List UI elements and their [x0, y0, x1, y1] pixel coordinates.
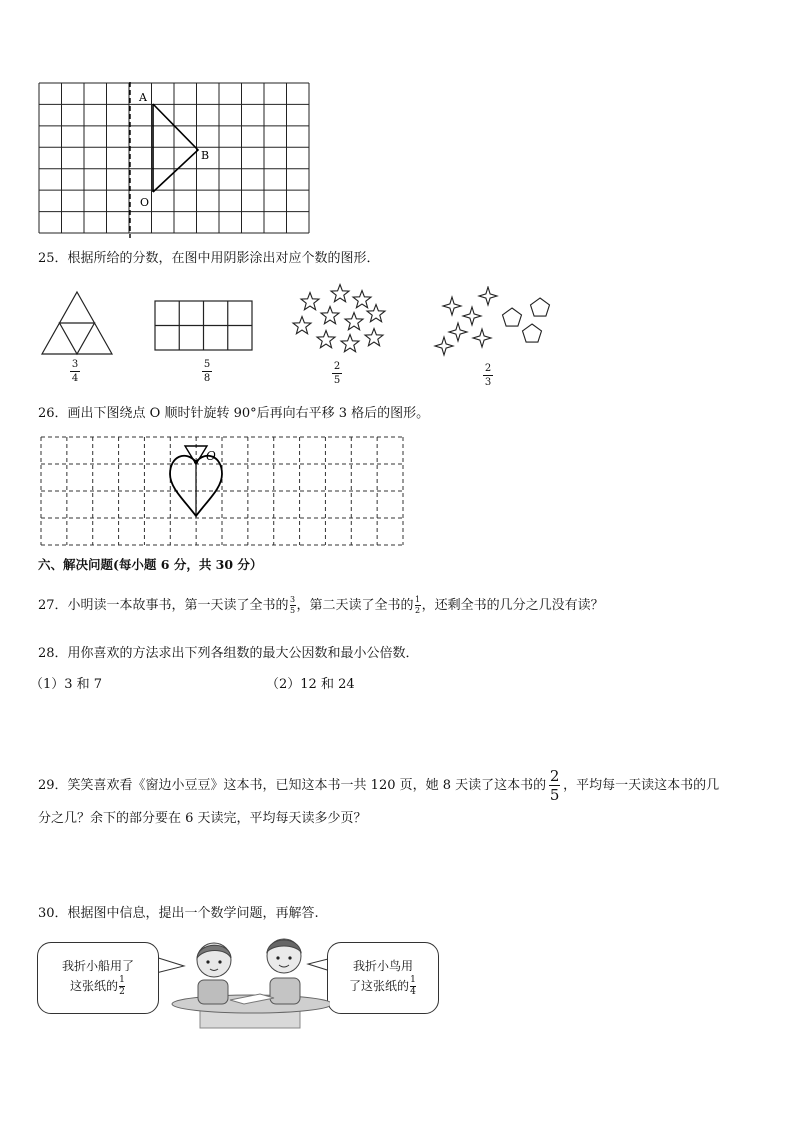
- question-29-line-2: 分之几？余下的部分要在 6 天读完，平均每天读多少页？: [38, 811, 367, 826]
- pentagon-shape: [531, 298, 550, 316]
- star-shape: [317, 331, 335, 348]
- star-shape: [341, 335, 359, 352]
- axis-symmetry-grid: [38, 82, 318, 238]
- question-28-sub-2: （2）12 和 24: [266, 677, 355, 692]
- question-25-text: 25．根据所给的分数，在图中用阴影涂出对应个数的图形．: [38, 251, 380, 266]
- fraction-2-3: 2 3: [484, 363, 492, 388]
- fraction-3-4: 3 4: [71, 359, 79, 384]
- star-shape: [367, 305, 385, 322]
- bubble-left-line-1: 我折小船用了: [61, 959, 134, 973]
- fraction-3-5: $\frac{3}{5}$: [290, 595, 296, 615]
- four-point-star-shape: [443, 297, 461, 315]
- fraction-1-2: $\frac{1}{2}$: [415, 595, 421, 615]
- stars-and-pentagons-figure: [432, 286, 556, 360]
- pentagon-shape: [503, 308, 522, 326]
- four-point-star-shape: [449, 323, 467, 341]
- question-27-text: 27．小明读一本故事书，第一天读了全书的 $\frac{3}{5}$ ，第二天读了全书的 $\frac{1}{2}$ ，还剩全书的几分之几没有读？: [38, 595, 604, 615]
- speech-bubble-left: [37, 942, 159, 1014]
- fraction-5-8: 5 8: [203, 359, 211, 384]
- four-point-star-shape: [473, 329, 491, 347]
- fraction-1-4-bubble: $\frac{1}{4}$: [410, 975, 416, 997]
- triangle-figure: [40, 290, 114, 356]
- fraction-1-2-bubble: $\frac{1}{2}$: [119, 975, 125, 997]
- star-shape: [321, 307, 339, 324]
- children-at-table-illustration: [170, 930, 330, 1030]
- four-point-star-shape: [463, 307, 481, 325]
- star-shape: [301, 293, 319, 310]
- point-label-o: O: [140, 196, 150, 209]
- four-point-star-shape: [479, 287, 497, 305]
- pentagon-shape: [523, 324, 542, 342]
- question-26-text: 26．画出下图绕点 O 顺时针旋转 90°后再向右平移 3 格后的图形。: [38, 406, 430, 421]
- question-28-text: 28．用你喜欢的方法求出下列各组数的最大公因数和最小公倍数．: [38, 646, 419, 661]
- star-shape: [345, 313, 363, 330]
- triangle-shape: [153, 104, 198, 192]
- star-shape: [331, 285, 349, 302]
- bubble-right-line-2: 了这张纸的 $\frac{1}{4}$: [348, 975, 416, 997]
- star-shape: [365, 329, 383, 346]
- question-28-sub-1: （1）3 和 7: [30, 677, 103, 692]
- rotation-point-label: O: [206, 449, 216, 463]
- star-shape: [353, 291, 371, 308]
- rotation-grid: [40, 436, 406, 548]
- question-29-line-1: 29．笑笑喜欢看《窗边小豆豆》这本书，已知这本书一共 120 页，她 8 天读了这本书的 $\frac{2}{5}$ ，平均每一天读这本书的几: [38, 767, 720, 804]
- star-shape: [293, 317, 311, 334]
- bubble-left-line-2: 这张纸的 $\frac{1}{2}$: [69, 975, 125, 997]
- four-point-star-shape: [435, 337, 453, 355]
- section-title: 六、解决问题(每小题 6 分，共 30 分）: [38, 557, 263, 572]
- bubble-right-line-1: 我折小鸟用: [352, 959, 413, 973]
- question-30-text: 30．根据图中信息，提出一个数学问题，再解答.: [38, 906, 319, 921]
- rotation-point-o: [194, 460, 198, 464]
- fraction-2-5-big: $\frac{2}{5}$: [549, 767, 560, 804]
- fraction-2-5: 2 5: [333, 361, 341, 386]
- rectangle-grid-figure: [154, 300, 254, 352]
- ten-stars-figure: [288, 282, 392, 360]
- point-label-a: A: [139, 91, 147, 104]
- speech-bubble-right: [327, 942, 439, 1014]
- point-label-b: B: [201, 149, 210, 162]
